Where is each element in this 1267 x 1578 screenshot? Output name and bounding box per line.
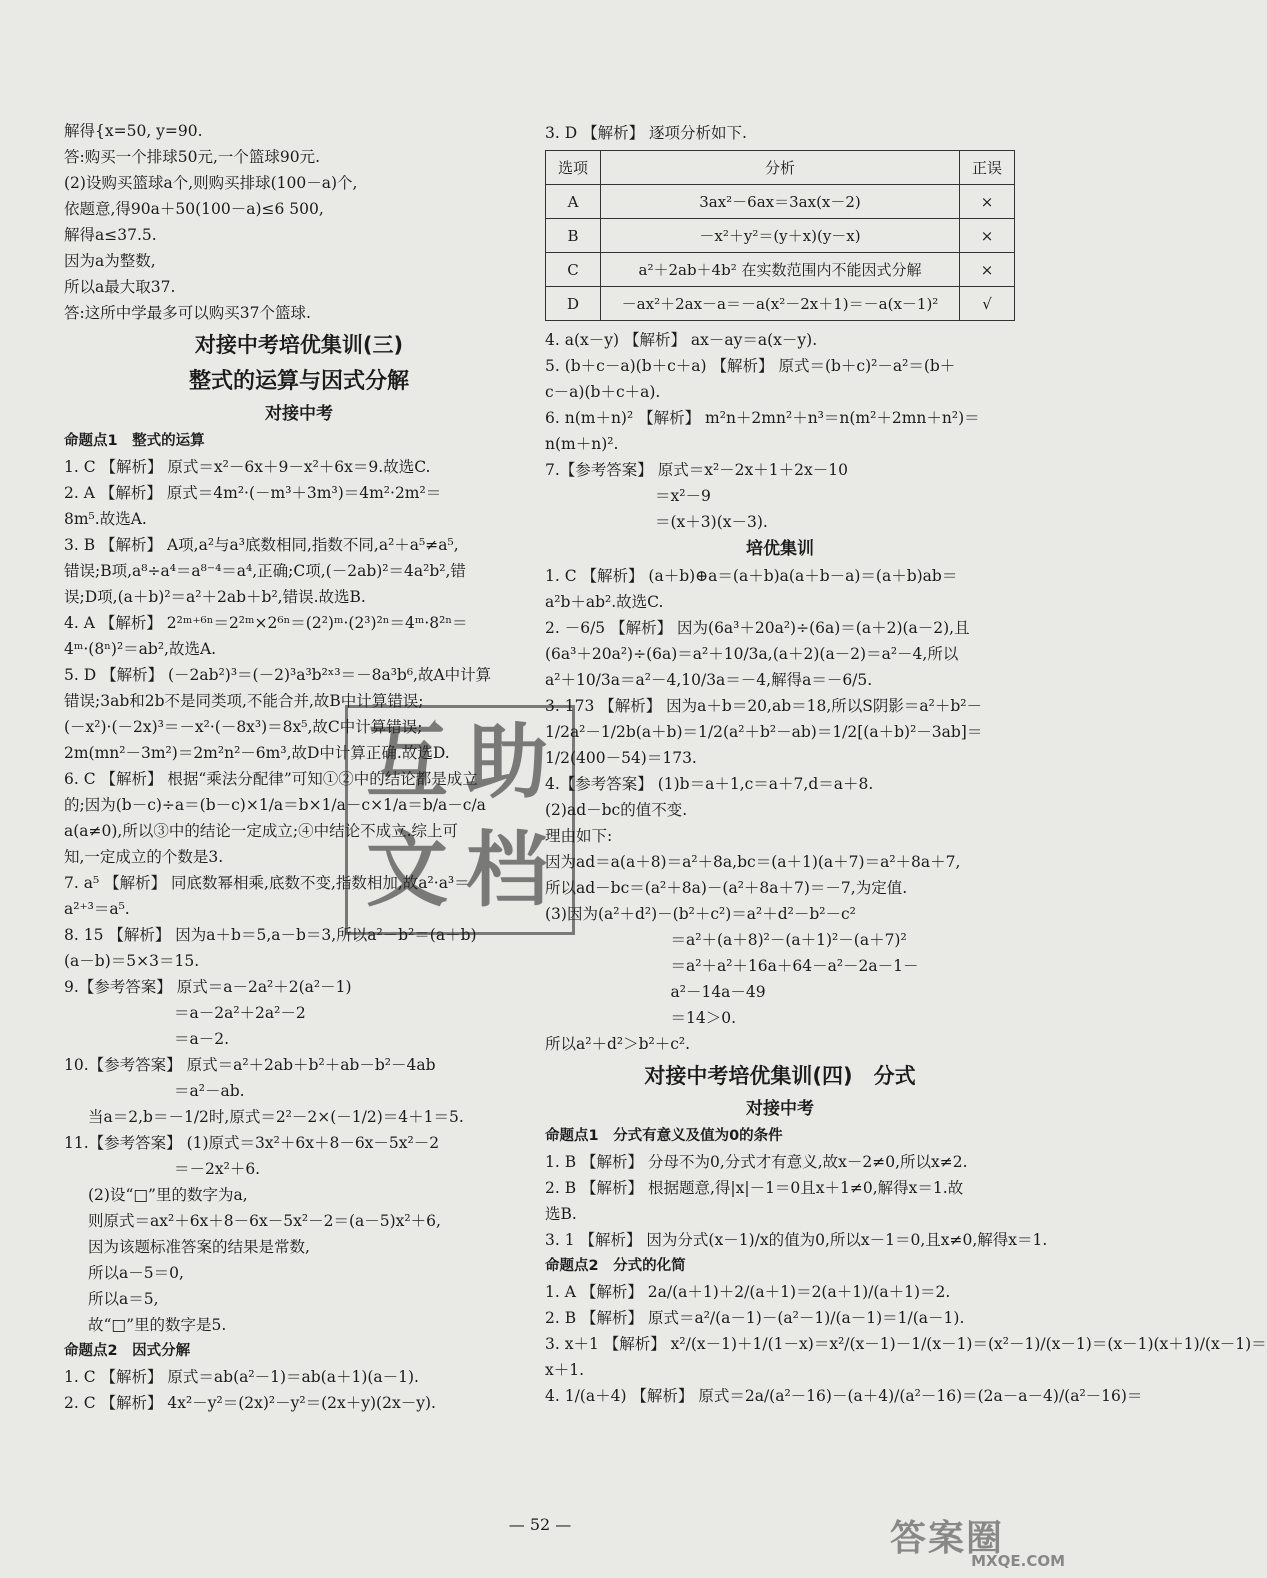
answer-line: c－a)(b＋c＋a). <box>545 383 661 401</box>
table-intro: 3. D 【解析】 逐项分析如下. <box>545 124 747 142</box>
answer-line: 4. 1/(a＋4) 【解析】 原式＝2a/(a²－16)－(a＋4)/(a²－16)＝(2a－a－4)/(a²－16)＝ <box>545 1387 1143 1405</box>
answer-line: (－x²)·(－2x)³＝－x²·(－8x³)＝8x⁵,故C中计算错误; <box>64 718 423 736</box>
answer-line: 1. B 【解析】 分母不为0,分式才有意义,故x－2≠0,所以x≠2. <box>545 1153 968 1171</box>
answer-line: (3)因为(a²＋d²)－(b²＋c²)＝a²＋d²－b²－c² <box>545 905 856 923</box>
table-cell-option: D <box>546 287 601 321</box>
table-cell-analysis: －ax²＋2ax－a＝－a(x²－2x＋1)＝－a(x－1)² <box>601 287 960 321</box>
watermark-char: 互 <box>366 715 449 810</box>
watermark-char: 助 <box>466 715 549 810</box>
answer-line: 6. n(m＋n)² 【解析】 m²n＋2mn²＋n³＝n(m²＋2mn＋n²)＝ <box>545 409 980 427</box>
answer-line: 3. B 【解析】 A项,a²与a³底数相同,指数不同,a²＋a⁵≠a⁵, <box>64 536 459 554</box>
answer-line: 当a＝2,b＝－1/2时,原式＝2²－2×(－1/2)＝4＋1＝5. <box>88 1108 464 1126</box>
subsection-heading: 对接中考 <box>265 404 333 424</box>
table-row <box>546 287 1015 321</box>
answer-line: 3. 173 【解析】 因为a＋b＝20,ab＝18,所以S阴影＝a²＋b²－ <box>545 697 982 715</box>
answer-line: 理由如下: <box>545 827 613 845</box>
answer-line: 解得{x=50, y=90. <box>64 122 203 140</box>
answer-line: 2m(mn²－3m²)＝2m²n²－6m³,故D中计算正确.故选D. <box>64 744 450 762</box>
answer-line: 知,一定成立的个数是3. <box>64 848 224 866</box>
answer-line: 因为ad＝a(a＋8)＝a²＋8a,bc＝(a＋1)(a＋7)＝a²＋8a＋7, <box>545 853 961 871</box>
table-cell-analysis: a²＋2ab＋4b² 在实数范围内不能因式分解 <box>601 253 960 287</box>
answer-line: (2)ad－bc的值不变. <box>545 801 688 819</box>
col-header-verdict: 正误 <box>960 151 1015 185</box>
answer-line: (2)设“□”里的数字为a, <box>88 1186 248 1204</box>
answer-line: 8. 15 【解析】 因为a＋b＝5,a－b＝3,所以a²－b²＝(a＋b) <box>64 926 477 944</box>
answer-line: 11.【参考答案】 (1)原式＝3x²＋6x＋8－6x－5x²－2 <box>64 1134 440 1152</box>
answer-line: ＝a²－ab. <box>174 1082 245 1100</box>
answer-line: n(m＋n)². <box>545 435 619 453</box>
answer-line: 4ᵐ·(8ⁿ)²＝ab²,故选A. <box>64 640 217 658</box>
answer-line: 4. a(x－y) 【解析】 ax－ay＝a(x－y). <box>545 331 818 349</box>
subsection-heading: 对接中考 <box>746 1099 814 1119</box>
answer-line: a²＋10/3a＝a²－4,10/3a＝－4,解得a＝－6/5. <box>545 671 873 689</box>
answer-line: 8m⁵.故选A. <box>64 510 147 528</box>
answer-line: 6. C 【解析】 根据“乘法分配律”可知①②中的结论都是成立 <box>64 770 478 788</box>
section-subtitle: 整式的运算与因式分解 <box>188 369 409 394</box>
answer-line: 1. C 【解析】 原式＝x²－6x＋9－x²＋6x＝9.故选C. <box>64 458 431 476</box>
watermark-char: 档 <box>466 823 549 918</box>
table-cell-option: C <box>546 253 601 287</box>
answer-line: 2. A 【解析】 原式＝4m²·(－m³＋3m³)＝4m²·2m²＝ <box>64 484 442 502</box>
answer-line: ＝a²＋(a＋8)²－(a＋1)²－(a＋7)² <box>655 931 907 949</box>
table-cell-analysis: 3ax²－6ax＝3ax(x－2) <box>601 185 960 219</box>
answer-line: ＝x²－9 <box>655 487 711 505</box>
answer-line: 9.【参考答案】 原式＝a－2a²＋2(a²－1) <box>64 978 352 996</box>
answer-line: 错误;B项,a⁸÷a⁴＝a⁸⁻⁴＝a⁴,正确;C项,(－2ab)²＝4a²b²,错 <box>64 562 466 580</box>
section-title: 对接中考培优集训(四) 分式 <box>644 1064 916 1088</box>
answer-line: 1. C 【解析】 原式＝ab(a²－1)＝ab(a＋1)(a－1). <box>64 1368 419 1386</box>
answer-line: ＝(x＋3)(x－3). <box>655 513 768 531</box>
answer-line: (6a³＋20a²)÷(6a)＝a²＋10/3a,(a＋2)(a－2)＝a²－4,所以 <box>545 645 959 663</box>
watermark-stamp <box>345 705 575 935</box>
answer-line: (a－b)＝5×3＝15. <box>64 952 200 970</box>
answer-line: 所以a＝5, <box>88 1290 159 1308</box>
table-cell-verdict: × <box>960 219 1015 253</box>
answer-line: 7.【参考答案】 原式＝x²－2x＋1＋2x－10 <box>545 461 848 479</box>
table-cell-analysis: －x²＋y²＝(y＋x)(y－x) <box>601 219 960 253</box>
table-row <box>546 185 1015 219</box>
analysis-table <box>545 150 1015 321</box>
answer-line: ＝a－2a²＋2a²－2 <box>174 1004 306 1022</box>
answer-line: 1/2(400－54)＝173. <box>545 749 697 767</box>
answer-line: ＝14＞0. <box>655 1009 737 1027</box>
answer-line: 5. D 【解析】 (－2ab²)³＝(－2)³a³b²ˣ³＝－8a³b⁶,故A中计算 <box>64 666 492 684</box>
answer-line: 误;D项,(a＋b)²＝a²＋2ab＋b²,错误.故选B. <box>64 588 366 606</box>
topic-heading: 命题点2 因式分解 <box>64 1343 191 1359</box>
answer-line: 则原式＝ax²＋6x＋8－6x－5x²－2＝(a－5)x²＋6, <box>88 1212 441 1230</box>
answer-line: 5. (b＋c－a)(b＋c＋a) 【解析】 原式＝(b＋c)²－a²＝(b＋ <box>545 357 956 375</box>
right-column <box>545 120 1267 1409</box>
topic-heading: 命题点2 分式的化简 <box>545 1258 686 1274</box>
answer-line: 所以ad－bc＝(a²＋8a)－(a²＋8a＋7)＝－7,为定值. <box>545 879 908 897</box>
col-header-analysis: 分析 <box>601 151 960 185</box>
table-cell-verdict: × <box>960 185 1015 219</box>
answer-line: ＝a²＋a²＋16a＋64－a²－2a－1－ <box>655 957 919 975</box>
table-cell-verdict: √ <box>960 287 1015 321</box>
page-number: — 52 — <box>508 1515 572 1534</box>
col-header-option: 选项 <box>546 151 601 185</box>
answer-line: 依题意,得90a＋50(100－a)≤6 500, <box>64 200 324 218</box>
answer-line: x＋1. <box>545 1361 585 1379</box>
answer-line: 故“□”里的数字是5. <box>88 1316 227 1334</box>
answer-line: (2)设购买篮球a个,则购买排球(100－a)个, <box>64 174 358 192</box>
answer-line: a²－14a－49 <box>655 983 766 1001</box>
table-cell-option: B <box>546 219 601 253</box>
topic-heading: 命题点1 整式的运算 <box>64 433 205 449</box>
answer-line: 所以a－5＝0, <box>88 1264 184 1282</box>
answer-line: 10.【参考答案】 原式＝a²＋2ab＋b²＋ab－b²－4ab <box>64 1056 436 1074</box>
answer-line: 的;因为(b－c)÷a＝(b－c)×1/a＝b×1/a－c×1/a＝b/a－c/a <box>64 796 486 814</box>
answer-line: a²⁺³＝a⁵. <box>64 900 130 918</box>
answer-line: 错误;3ab和2b不是同类项,不能合并,故B中计算错误; <box>64 692 424 710</box>
answer-line: 4. A 【解析】 2²ᵐ⁺⁶ⁿ＝2²ᵐ×2⁶ⁿ＝(2²)ᵐ·(2³)²ⁿ＝4ᵐ·8²ⁿ＝ <box>64 614 468 632</box>
site-watermark-logo: 答案圈 <box>890 1518 1005 1559</box>
answer-line: 因为a为整数, <box>64 252 156 270</box>
answer-line: ＝－2x²＋6. <box>174 1160 261 1178</box>
answer-line: 1. A 【解析】 2a/(a＋1)＋2/(a＋1)＝2(a＋1)/(a＋1)＝2. <box>545 1283 951 1301</box>
answer-line: 4.【参考答案】 (1)b＝a＋1,c＝a＋7,d＝a＋8. <box>545 775 874 793</box>
answer-line: 答:购买一个排球50元,一个篮球90元. <box>64 148 321 166</box>
answer-line: a(a≠0),所以③中的结论一定成立;④中结论不成立.综上可 <box>64 822 459 840</box>
table-header-row <box>546 151 1015 185</box>
answer-line: 3. x＋1 【解析】 x²/(x－1)＋1/(1－x)＝x²/(x－1)－1/(x－1)＝(x²－1)/(x－1)＝(x－1)(x＋1)/(x－1)＝ <box>545 1335 1267 1353</box>
table-row <box>546 219 1015 253</box>
watermark-char: 文 <box>366 823 449 918</box>
answer-line: a²b＋ab².故选C. <box>545 593 664 611</box>
site-watermark-url: MXQE.COM <box>971 1552 1065 1570</box>
answer-line: 答:这所中学最多可以购买37个篮球. <box>64 304 311 322</box>
answer-line: 选B. <box>545 1205 577 1223</box>
answer-line: 3. 1 【解析】 因为分式(x－1)/x的值为0,所以x－1＝0,且x≠0,解得x＝1. <box>545 1231 1048 1249</box>
site-watermark <box>890 1510 1065 1570</box>
answer-line: 7. a⁵ 【解析】 同底数幂相乘,底数不变,指数相加,故a²·a³＝ <box>64 874 470 892</box>
subsection-heading: 培优集训 <box>746 539 814 559</box>
answer-line: 2. B 【解析】 根据题意,得|x|－1＝0且x＋1≠0,解得x＝1.故 <box>545 1179 964 1197</box>
table-cell-option: A <box>546 185 601 219</box>
answer-line: 2. C 【解析】 4x²－y²＝(2x)²－y²＝(2x＋y)(2x－y). <box>64 1394 436 1412</box>
answer-line: 1/2a²－1/2b(a＋b)＝1/2(a²＋b²－ab)＝1/2[(a＋b)²－3ab]＝ <box>545 723 983 741</box>
answer-line: ＝a－2. <box>174 1030 230 1048</box>
answer-line: 1. C 【解析】 (a＋b)⊕a＝(a＋b)a(a＋b－a)＝(a＋b)ab＝ <box>545 567 958 585</box>
answer-line: 所以a²＋d²＞b²＋c². <box>545 1035 691 1053</box>
answer-line: 解得a≤37.5. <box>64 226 157 244</box>
answer-line: 因为该题标准答案的结果是常数, <box>88 1238 310 1256</box>
topic-heading: 命题点1 分式有意义及值为0的条件 <box>545 1128 783 1144</box>
section-title: 对接中考培优集训(三) <box>194 333 404 357</box>
answer-line: 2. －6/5 【解析】 因为(6a³＋20a²)÷(6a)＝(a＋2)(a－2),且 <box>545 619 970 637</box>
table-cell-verdict: × <box>960 253 1015 287</box>
table-row <box>546 253 1015 287</box>
answer-line: 所以a最大取37. <box>64 278 176 296</box>
answer-line: 2. B 【解析】 原式＝a²/(a－1)－(a²－1)/(a－1)＝1/(a－1). <box>545 1309 965 1327</box>
